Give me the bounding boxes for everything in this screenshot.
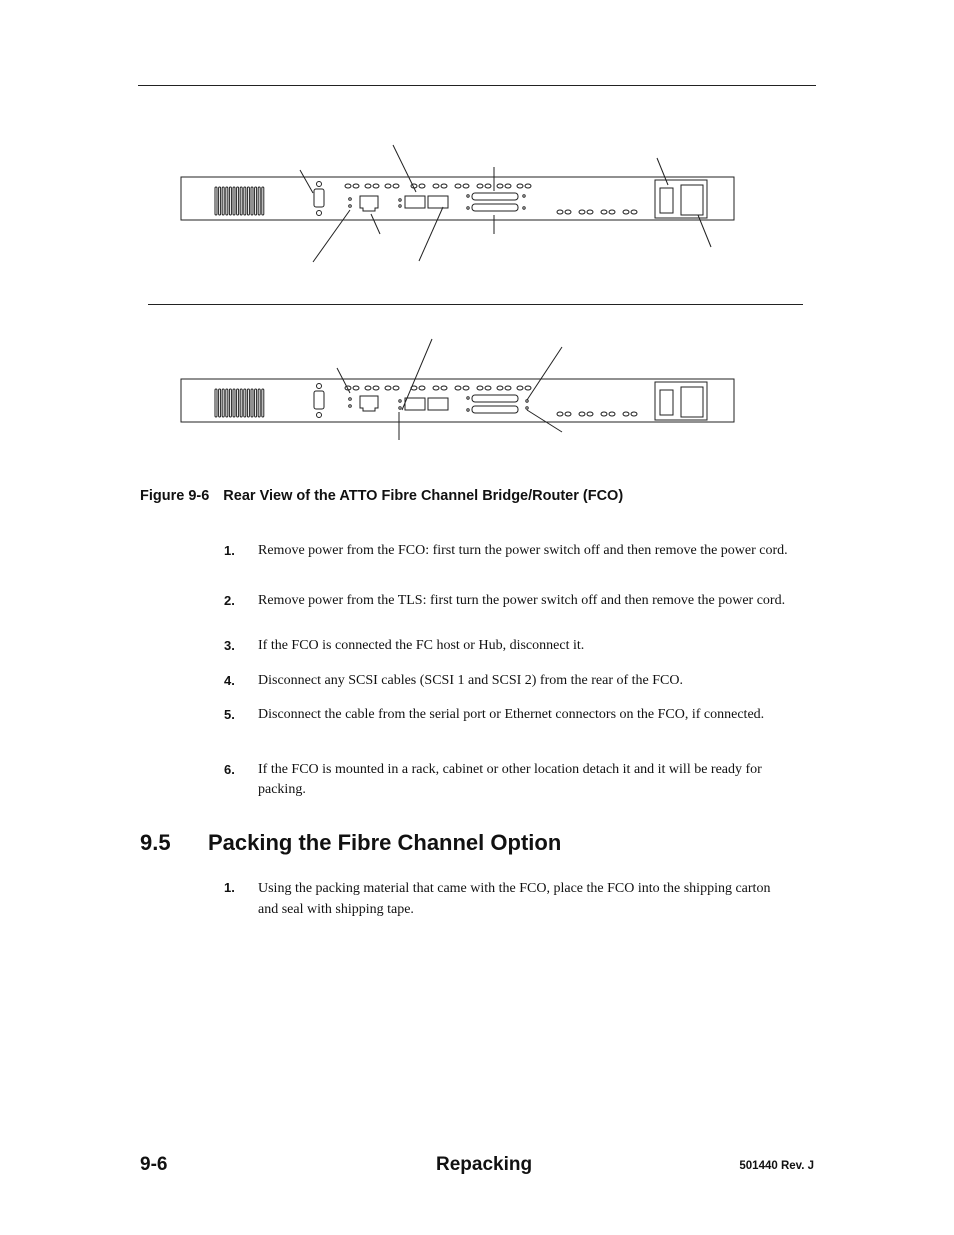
step-text: Disconnect any SCSI cables (SCSI 1 and SCSI 2) from the rear of the FCO. bbox=[258, 673, 683, 688]
section-title: Packing the Fibre Channel Option bbox=[208, 830, 562, 855]
figure-title: Rear View of the ATTO Fibre Channel Bridge/Router (FCO) bbox=[223, 488, 624, 504]
footer-document-number: 501440 Rev. J bbox=[739, 1160, 814, 1172]
removal-step-6 bbox=[224, 760, 794, 800]
figure-number: Figure 9-6 bbox=[140, 488, 210, 504]
removal-step-2 bbox=[224, 591, 794, 611]
step-number: 5. bbox=[224, 707, 235, 722]
footer-chapter-title: Repacking bbox=[436, 1154, 533, 1175]
step-text: Remove power from the FCO: first turn the power switch off and then remove the power cord. bbox=[258, 543, 788, 558]
bridge-unit-top bbox=[181, 145, 734, 262]
step-number: 3. bbox=[224, 638, 235, 653]
step-number: 6. bbox=[224, 762, 235, 777]
step-number: 1. bbox=[224, 880, 235, 895]
removal-step-4 bbox=[224, 671, 794, 691]
bridge-unit-bottom bbox=[181, 339, 734, 440]
step-text: Disconnect the cable from the serial port or Ethernet connectors on the FCO, if connected. bbox=[258, 707, 765, 722]
footer-page-number: 9-6 bbox=[140, 1154, 168, 1175]
step-number: 1. bbox=[224, 543, 235, 558]
figure-divider-rule bbox=[148, 304, 803, 305]
removal-step-5 bbox=[224, 705, 794, 725]
step-number: 2. bbox=[224, 593, 235, 608]
step-text: Remove power from the TLS: first turn the power switch off and then remove the power cord. bbox=[258, 593, 786, 608]
packing-step-1 bbox=[224, 878, 794, 920]
section-number: 9.5 bbox=[140, 830, 171, 855]
figure-caption bbox=[140, 488, 623, 504]
rear-view-figure bbox=[0, 0, 954, 470]
step-text: If the FCO is mounted in a rack, cabinet or other location detach it and it will be ready for packing. bbox=[258, 762, 762, 797]
removal-step-3 bbox=[224, 636, 794, 656]
step-text: If the FCO is connected the FC host or Hub, disconnect it. bbox=[258, 638, 585, 653]
step-number: 4. bbox=[224, 673, 235, 688]
section-heading bbox=[140, 830, 561, 856]
removal-step-1 bbox=[224, 541, 794, 561]
step-text: Using the packing material that came with the FCO, place the FCO into the shipping carton and seal with shipping tape. bbox=[258, 881, 771, 917]
